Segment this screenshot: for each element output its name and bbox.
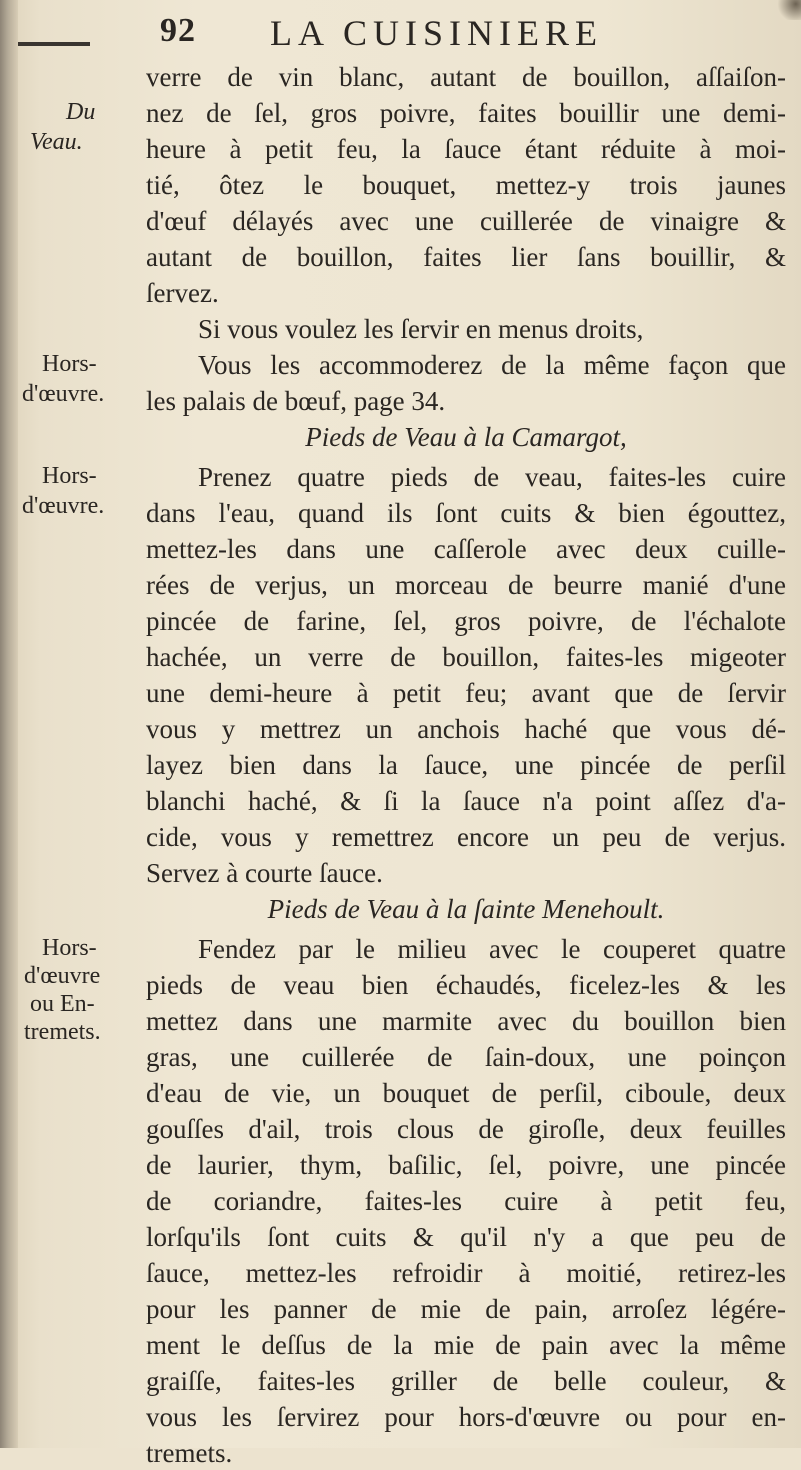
text-line: layez bien dans la ſauce, une pincée de perſil — [146, 750, 786, 780]
text-line: les palais de bœuf, page 34. — [146, 386, 446, 416]
text-line: mettez dans une marmite avec du bouillon bien — [146, 1006, 786, 1036]
text-line: dans l'eau, quand ils ſont cuits & bien égouttez, — [146, 498, 786, 528]
text-line: tié, ôtez le bouquet, mettez-y trois jaunes — [146, 170, 786, 200]
margin-note-ou-en: ou En- — [30, 991, 95, 1017]
text-line: blanchi haché, & ſi la ſauce n'a point aſſez d'a- — [146, 786, 786, 816]
margin-note-veau: Veau. — [30, 129, 83, 155]
text-line: pieds de veau bien échaudés, ficelez-les & les — [146, 970, 786, 1000]
text-line: d'eau de vie, un bouquet de perſil, ciboule, deux — [146, 1078, 786, 1108]
book-spine-shadow — [0, 0, 18, 1448]
text-line: ment le deſſus de la mie de pain avec la même — [146, 1330, 786, 1360]
text-line: pincée de farine, ſel, gros poivre, de l'échalote — [146, 606, 786, 636]
text-line: ſauce, mettez-les refroidir à moitié, retirez-les — [146, 1258, 786, 1288]
margin-note-hors-2: Hors- — [42, 463, 97, 489]
text-line: mettez-les dans une caſſerole avec deux cuille- — [146, 534, 786, 564]
text-line: une demi-heure à petit feu; avant que de ſervir — [146, 678, 786, 708]
text-line: heure à petit feu, la ſauce étant réduite à moi- — [146, 134, 786, 164]
text-line: Fendez par le milieu avec le couperet quatre — [198, 934, 786, 964]
margin-note-hors-3: Hors- — [42, 935, 97, 961]
text-line: lorſqu'ils ſont cuits & qu'il n'y a que peu de — [146, 1222, 786, 1252]
margin-rule — [18, 42, 90, 46]
text-line: de laurier, thym, baſilic, ſel, poivre, une pincée — [146, 1150, 786, 1180]
text-line: Servez à courte ſauce. — [146, 858, 383, 888]
text-line: rées de verjus, un morceau de beurre manié d'une — [146, 570, 786, 600]
page-header — [0, 8, 801, 58]
recipe-heading-camargot: Pieds de Veau à la Camargot, — [305, 422, 627, 452]
text-line: hachée, un verre de bouillon, faites-les migeoter — [146, 642, 786, 672]
text-line: graiſſe, faites-les griller de belle couleur, & — [146, 1366, 786, 1396]
text-line: Si vous voulez les ſervir en menus droits, — [198, 314, 644, 344]
page-number: 92 — [160, 12, 196, 49]
margin-note-du: Du — [66, 99, 96, 125]
text-line: d'œuf délayés avec une cuillerée de vinaigre & — [146, 206, 786, 236]
text-line: de coriandre, faites-les cuire à petit feu, — [146, 1186, 786, 1216]
text-line: verre de vin blanc, autant de bouillon, aſſaiſon- — [146, 62, 786, 92]
text-line: autant de bouillon, faites lier ſans bouillir, & — [146, 242, 786, 272]
recipe-heading-menehoult: Pieds de Veau à la ſainte Menehoult. — [267, 894, 665, 924]
text-line: gouſſes d'ail, trois clous de giroſle, deux feuilles — [146, 1114, 786, 1144]
margin-note-oeuvre-3: d'œuvre — [24, 963, 101, 989]
margin-note-hors-1: Hors- — [42, 351, 97, 377]
text-line: gras, une cuillerée de ſain-doux, une poinçon — [146, 1042, 786, 1072]
text-line: tremets. — [146, 1438, 233, 1468]
text-line: Vous les accommoderez de la même façon que — [198, 350, 786, 380]
margin-note-oeuvre-2: d'œuvre. — [22, 493, 105, 519]
text-line: vous y mettrez un anchois haché que vous dé- — [146, 714, 786, 744]
text-line: pour les panner de mie de pain, arroſez légére- — [146, 1294, 786, 1324]
text-line: cide, vous y remettrez encore un peu de verjus. — [146, 822, 786, 852]
margin-note-oeuvre-1: d'œuvre. — [22, 381, 105, 407]
text-line: nez de ſel, gros poivre, faites bouillir une demi- — [146, 98, 786, 128]
text-line: Prenez quatre pieds de veau, faites-les cuire — [198, 462, 786, 492]
margin-note-tremets: tremets. — [24, 1019, 101, 1045]
running-title: LA CUISINIERE — [270, 13, 603, 53]
text-line: ſervez. — [146, 278, 219, 308]
text-line: vous les ſervirez pour hors-d'œuvre ou pour en- — [146, 1402, 786, 1432]
